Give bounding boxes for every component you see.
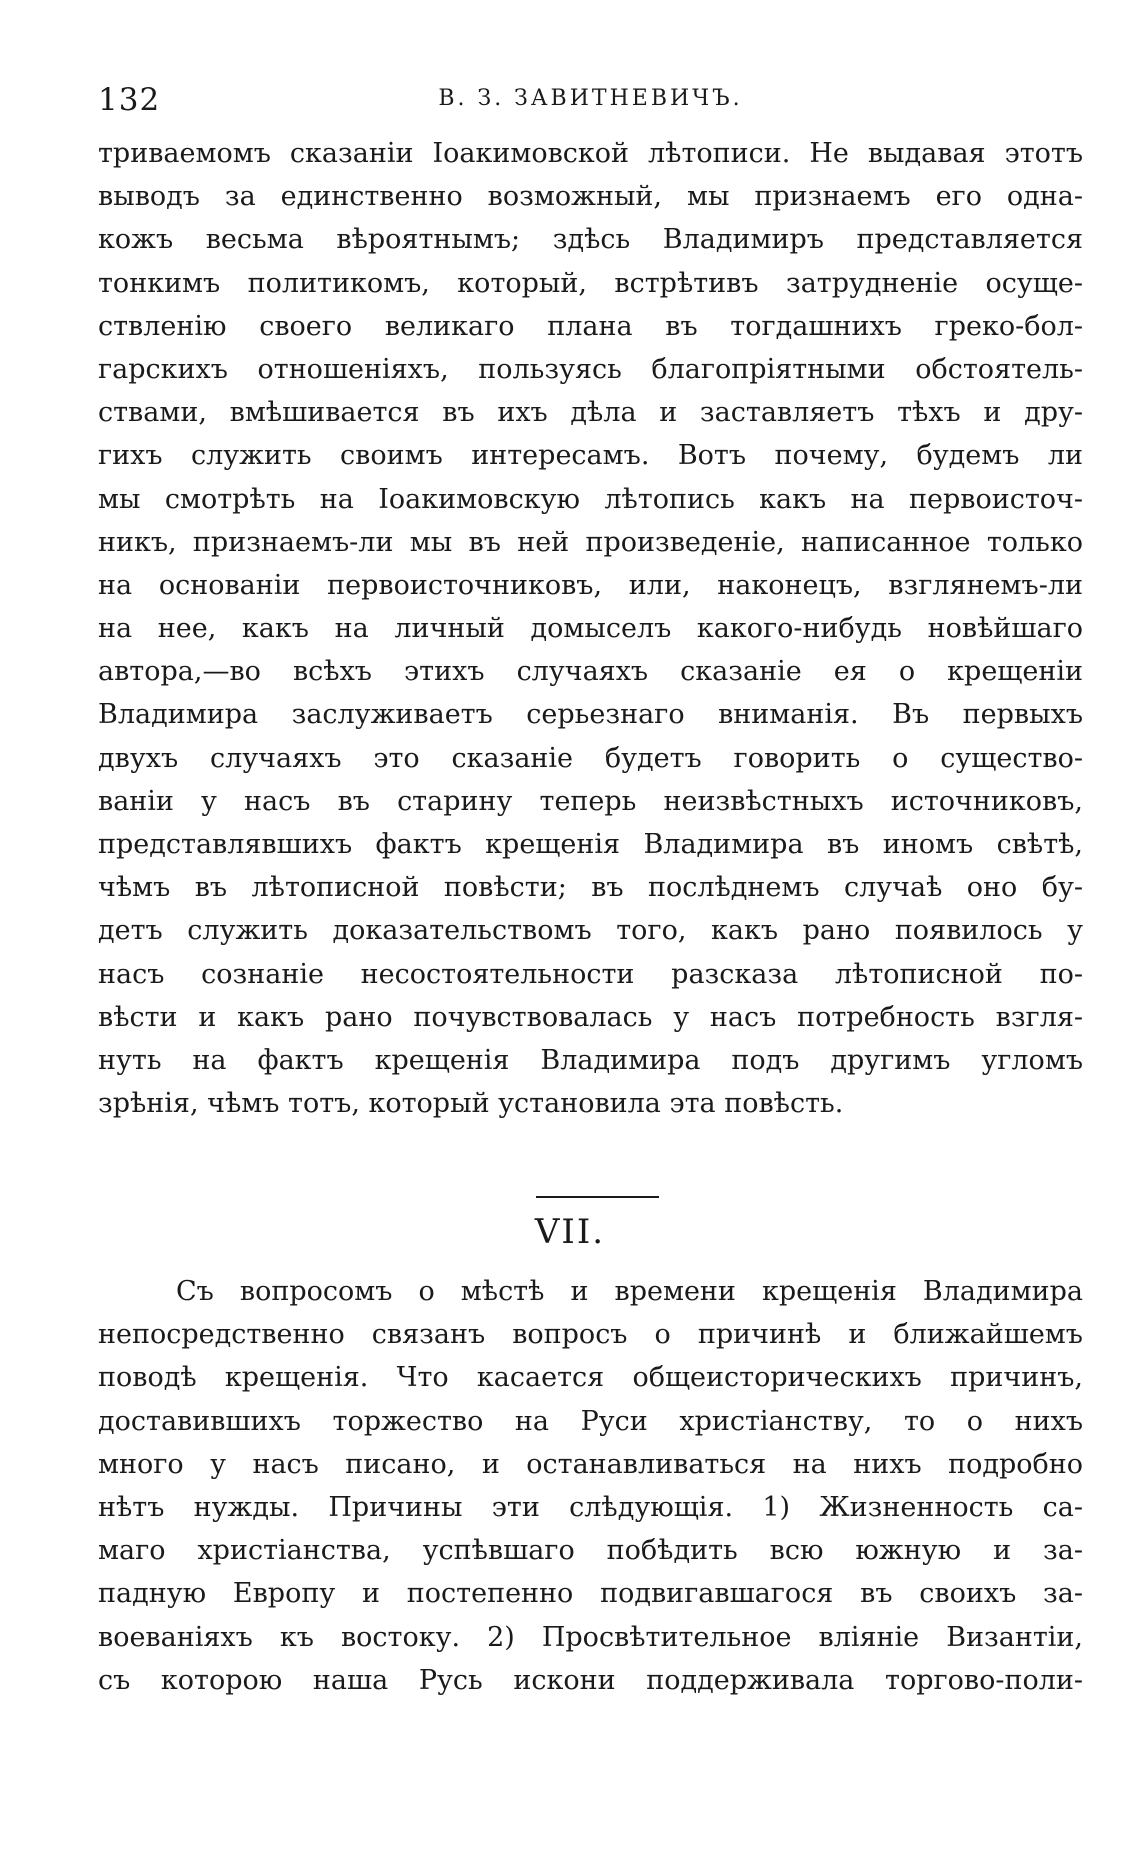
text-line: насъ сознаніе несостоятельности разсказа лѣтописной по-	[98, 958, 1083, 990]
text-line: представлявшихъ фактъ крещенія Владимира въ иномъ свѣтѣ,	[98, 829, 1083, 860]
text-line: падную Европу и постепенно подвигавшагося въ своихъ за-	[98, 1578, 1083, 1610]
text-line: никъ, признаемъ-ли мы въ ней произведеніе, написанное только	[98, 526, 1083, 558]
text-line: двухъ случаяхъ это сказаніе будетъ говорить о существо-	[98, 742, 1083, 774]
text-line: съ которою наша Русь искони поддерживала торгово-поли-	[98, 1664, 1083, 1696]
text-line: нѣтъ нужды. Причины эти слѣдующія. 1) Жизненность са-	[98, 1491, 1083, 1523]
section-divider	[536, 1196, 659, 1198]
text-line: выводъ за единственно возможный, мы признаемъ его одна-	[98, 181, 1083, 213]
text-line: мы смотрѣть на Іоакимовскую лѣтопись какъ на первоисточ-	[98, 483, 1083, 515]
text-line: ваніи у насъ въ старину теперь неизвѣстныхъ источниковъ,	[98, 785, 1083, 817]
text-line: зрѣнія, чѣмъ тотъ, который установила эта повѣсть.	[98, 1088, 844, 1120]
running-head-author: В. З. ЗАВИТНЕВИЧЪ.	[438, 86, 743, 111]
page-number: 132	[98, 82, 161, 118]
text-line: доставившихъ торжество на Руси христіанству, то о нихъ	[98, 1405, 1083, 1437]
text-line: вѣсти и какъ рано почувствовалась у насъ потребность взгля-	[98, 1001, 1083, 1033]
text-line: нуть на фактъ крещенія Владимира подъ другимъ угломъ	[98, 1044, 1083, 1076]
text-line: много у насъ писано, и останавливаться на нихъ подробно	[98, 1448, 1083, 1480]
text-line: непосредственно связанъ вопросъ о причинѣ и ближайшемъ	[98, 1319, 1083, 1351]
text-line: Владимира заслуживаетъ серьезнаго вниманія. Въ первыхъ	[98, 699, 1083, 731]
text-line: ствами, вмѣшивается въ ихъ дѣла и заставляетъ тѣхъ и дру-	[98, 397, 1083, 429]
section-heading: VII.	[534, 1212, 606, 1252]
text-line: на основаніи первоисточниковъ, или, наконецъ, взглянемъ-ли	[98, 569, 1083, 601]
text-line: гихъ служить своимъ интересамъ. Вотъ почему, будемъ ли	[98, 440, 1083, 472]
text-line: детъ служить доказательствомъ того, какъ рано появилось у	[98, 915, 1083, 947]
text-line: тонкимъ политикомъ, который, встрѣтивъ затрудненіе осуще-	[98, 267, 1083, 299]
text-line: кожъ весьма вѣроятнымъ; здѣсь Владимиръ представляется	[98, 224, 1083, 256]
text-line: маго христіанства, успѣвшаго побѣдить всю южную и за-	[98, 1535, 1083, 1567]
text-line: поводѣ крещенія. Что касается общеисторическихъ причинъ,	[98, 1362, 1083, 1394]
text-line: на нее, какъ на личный домыселъ какого-нибудь новѣйшаго	[98, 613, 1083, 645]
text-line: воеваніяхъ къ востоку. 2) Просвѣтительное вліяніе Византіи,	[98, 1621, 1083, 1653]
text-line: ствленію своего великаго плана въ тогдашнихъ греко-бол-	[98, 310, 1083, 342]
text-line: триваемомъ сказаніи Іоакимовской лѣтописи. Не выдавая этотъ	[98, 138, 1083, 169]
text-line: чѣмъ въ лѣтописной повѣсти; въ послѣднемъ случаѣ оно бу-	[98, 872, 1083, 904]
paragraph-joakim-chronicle	[98, 132, 1083, 1125]
running-head	[98, 82, 1083, 122]
paragraph-causes-of-baptism	[98, 1270, 1083, 1702]
text-line: гарскихъ отношеніяхъ, пользуясь благопріятными обстоятель-	[98, 353, 1083, 385]
text-line: Съ вопросомъ о мѣстѣ и времени крещенія Владимира	[176, 1276, 1083, 1307]
text-line: автора,—во всѣхъ этихъ случаяхъ сказаніе ея о крещеніи	[98, 656, 1083, 688]
